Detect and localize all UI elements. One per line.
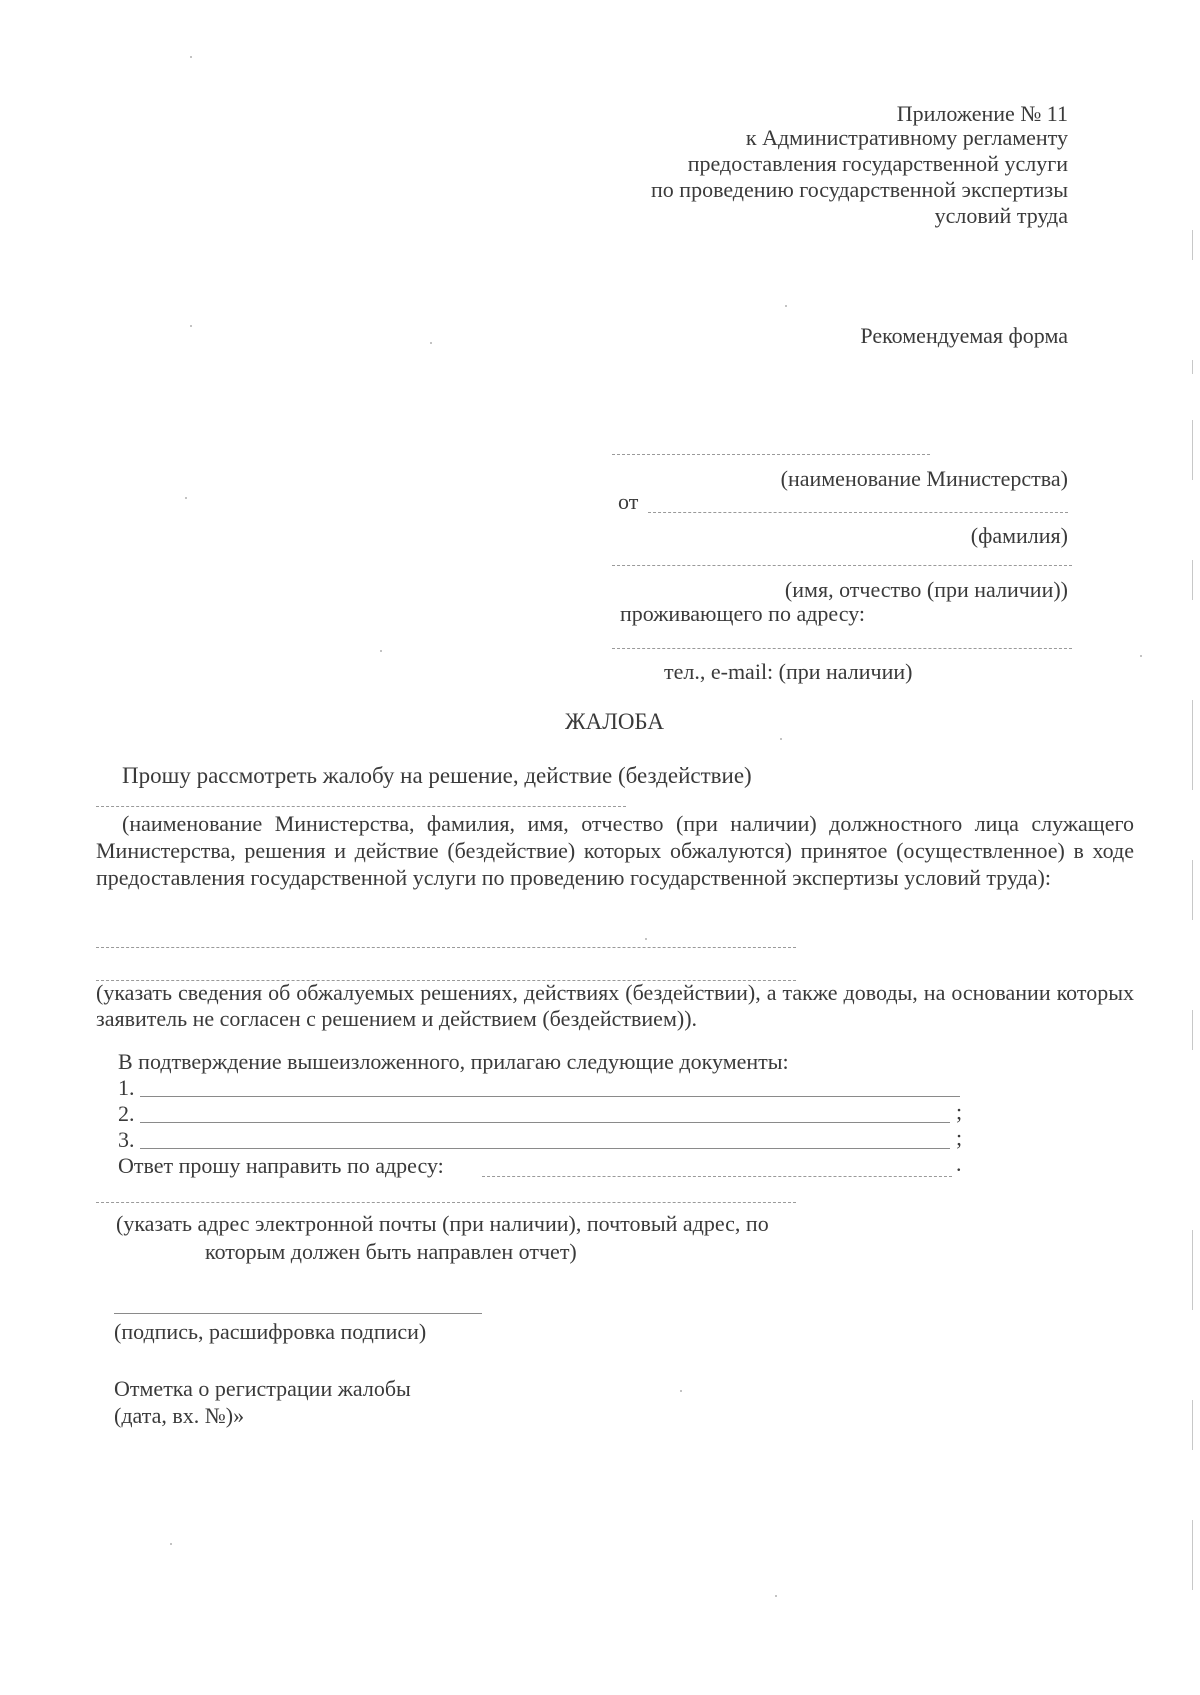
scan-speck xyxy=(185,497,187,499)
reply-line xyxy=(482,1176,952,1177)
address-label: проживающего по адресу: xyxy=(620,601,866,626)
scan-speck xyxy=(430,342,432,344)
reply-caption-2: которым должен быть направлен отчет) xyxy=(205,1239,577,1264)
reply-label: Ответ прошу направить по адресу: xyxy=(118,1153,444,1178)
scan-edge-mark xyxy=(1192,1400,1193,1450)
signature-caption: (подпись, расшифровка подписи) xyxy=(114,1319,427,1344)
appendix-reference: к Административному регламенту xyxy=(745,125,1068,150)
contact-caption: тел., e-mail: (при наличии) xyxy=(664,659,913,684)
scan-edge-mark xyxy=(1192,700,1193,790)
attachment-semicolon-2: ; xyxy=(956,1099,963,1124)
scan-speck xyxy=(170,1543,172,1545)
scan-edge-mark xyxy=(1192,560,1193,600)
appendix-conditions: условий труда xyxy=(934,203,1068,228)
ministry-caption: (наименование Министерства) xyxy=(780,466,1068,491)
scan-edge-mark xyxy=(1192,860,1193,920)
address-line xyxy=(612,648,1072,649)
scan-speck xyxy=(1140,655,1142,657)
reply-line-2 xyxy=(96,1202,796,1203)
scan-speck xyxy=(785,305,787,307)
scan-speck xyxy=(780,738,782,740)
scan-speck xyxy=(680,1390,682,1392)
appendix-expertise: по проведению государственной экспертизы xyxy=(651,177,1068,202)
surname-caption: (фамилия) xyxy=(970,523,1068,548)
scan-speck xyxy=(645,938,647,940)
attachment-number-1: 1. xyxy=(118,1075,135,1100)
subject-line xyxy=(96,806,626,807)
attachment-number-2: 2. xyxy=(118,1101,135,1126)
appendix-service: предоставления государственной услуги xyxy=(687,151,1068,176)
attachment-semicolon-3: ; xyxy=(956,1125,963,1150)
scan-edge-mark xyxy=(1192,1520,1193,1590)
scan-speck xyxy=(190,325,192,327)
from-line xyxy=(648,512,1068,513)
attachment-number-3: 3. xyxy=(118,1127,135,1152)
scan-edge-mark xyxy=(1192,230,1193,260)
attachments-intro: В подтверждение вышеизложенного, прилагаю следующие документы: xyxy=(118,1049,789,1074)
attachment-line-2 xyxy=(140,1122,950,1123)
details-caption: (указать сведения об обжалуемых решениях, действиях (бездействии), а также доводы, на основании которых заявитель не согласен с решением и действием (бездействием)). xyxy=(96,980,1134,1031)
scan-edge-mark xyxy=(1192,1230,1193,1310)
from-label: от xyxy=(618,489,639,514)
scan-edge-mark xyxy=(1192,360,1193,374)
reply-caption-1: (указать адрес электронной почты (при наличии), почтовый адрес, по xyxy=(116,1211,769,1236)
document-title: ЖАЛОБА xyxy=(565,709,664,734)
attachment-line-3 xyxy=(140,1148,950,1149)
details-line-1 xyxy=(96,947,796,948)
name-caption: (имя, отчество (при наличии)) xyxy=(784,577,1068,602)
attachment-line-1 xyxy=(140,1096,960,1097)
scan-edge-mark xyxy=(1192,420,1193,480)
registration-label: Отметка о регистрации жалобы xyxy=(114,1376,411,1401)
scan-speck xyxy=(190,56,192,58)
subject-caption: (наименование Министерства, фамилия, имя, отчество (при наличии) должностного лица служащего Министерства, решения и действие (бездействие) которых обжалуются) принятое (осуществленное) в ходе предоставления государственной услуги по проведению государственной экспертизы условий труда): xyxy=(96,811,1134,890)
request-text: Прошу рассмотреть жалобу на решение, действие (бездействие) xyxy=(122,763,752,788)
scan-speck xyxy=(380,650,382,652)
signature-line xyxy=(114,1313,482,1314)
reply-period: . xyxy=(956,1151,962,1176)
ministry-line xyxy=(612,454,930,455)
registration-date: (дата, вх. №)» xyxy=(114,1403,245,1428)
name-line xyxy=(612,565,1072,566)
scan-edge-mark xyxy=(1192,1010,1193,1050)
scan-speck xyxy=(775,1595,777,1597)
appendix-number: Приложение № 11 xyxy=(896,101,1068,126)
form-label: Рекомендуемая форма xyxy=(860,323,1068,348)
